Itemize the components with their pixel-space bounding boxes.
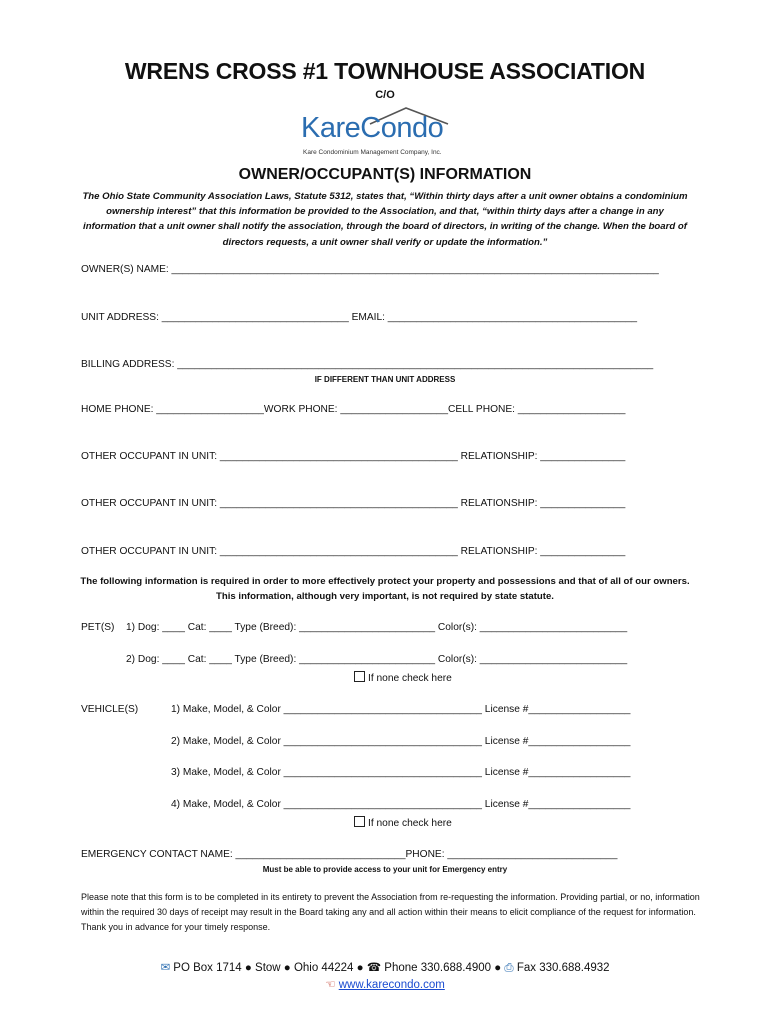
vehicles-none-checkbox[interactable]	[354, 816, 365, 827]
envelope-icon: ✉	[160, 962, 171, 974]
other-occupant-field-2[interactable]: OTHER OCCUPANT IN UNIT: __________________________________________ RELATIONSHIP: _______________	[81, 498, 626, 509]
pets-none-checkbox-row[interactable]	[354, 671, 452, 684]
pet-field-2[interactable]: 2) Dog: ____ Cat: ____ Type (Breed): ________________________ Color(s): __________________________	[126, 654, 628, 665]
care-of-label: C/O	[375, 89, 395, 101]
footer-address: PO Box 1714 ● Stow ● Ohio 44224 ●	[173, 962, 364, 974]
unit-address-email-field[interactable]: UNIT ADDRESS: _________________________________ EMAIL: ____________________________________________	[81, 312, 638, 323]
vehicles-none-label: If none check here	[368, 818, 452, 829]
fax-icon: ⎙	[504, 962, 514, 974]
footer-fax: Fax 330.688.4932	[516, 962, 610, 974]
other-occupant-field-1[interactable]: OTHER OCCUPANT IN UNIT: __________________________________________ RELATIONSHIP: _______________	[81, 451, 626, 462]
karecondo-logo: KareCondo	[301, 112, 444, 144]
vehicle-field-2[interactable]: 2) Make, Model, & Color ___________________________________ License #__________________	[171, 736, 631, 747]
telephone-icon: ☎	[366, 962, 382, 974]
owners-name-field[interactable]: OWNER(S) NAME: ______________________________________________________________________________________	[81, 264, 659, 275]
optional-info-notice: The following information is required in order to more effectively protect your property and possessions and that of all of our owners. This information, although very important, is not required by state statute.	[80, 576, 690, 602]
footer-phone: Phone 330.688.4900 ●	[384, 962, 502, 974]
emergency-contact-note: Must be able to provide access to your unit for Emergency entry	[262, 865, 508, 874]
vehicles-label: VEHICLE(S)	[81, 704, 139, 715]
vehicles-none-checkbox-row[interactable]	[354, 816, 452, 829]
phone-fields[interactable]: HOME PHONE: ___________________WORK PHONE: ___________________CELL PHONE: ___________________	[81, 404, 626, 415]
vehicle-field-4[interactable]: 4) Make, Model, & Color ___________________________________ License #__________________	[171, 799, 631, 810]
vehicle-field-1[interactable]: 1) Make, Model, & Color ___________________________________ License #__________________	[171, 704, 631, 715]
footer-contact	[0, 960, 770, 975]
pets-none-checkbox[interactable]	[354, 671, 365, 682]
pet-field-1[interactable]: 1) Dog: ____ Cat: ____ Type (Breed): ________________________ Color(s): __________________________	[126, 622, 628, 633]
pointer-hand-icon: ☜	[325, 979, 336, 991]
billing-address-field[interactable]: BILLING ADDRESS: ____________________________________________________________________________________	[81, 359, 654, 370]
logo-subtitle: Kare Condominium Management Company, Inc.	[303, 149, 442, 156]
form-heading: OWNER/OCCUPANT(S) INFORMATION	[238, 166, 532, 183]
closing-paragraph: Please note that this form is to be completed in its entirety to prevent the Association from re-requesting the information. Providing partial, or no, information within the required 30 days of receipt may result in the Board taking any and all action within their means to elicit compliance of the request for information. Thank you in advance for your timely response.	[81, 892, 700, 932]
intro-paragraph: The Ohio State Community Association Laws, Statute 5312, states that, “Within thirty days after a unit owner obtains a condominium ownership interest” that this information be provided to the Association, and that, “within thirty days after a change in any information that a unit owner shall notify the association, through the board of directors, in writing of the change. When the board of directors requests, a unit owner shall verify or update the information.”	[82, 191, 688, 248]
page-title: WRENS CROSS #1 TOWNHOUSE ASSOCIATION	[124, 58, 646, 84]
pets-none-label: If none check here	[368, 673, 452, 684]
other-occupant-field-3[interactable]: OTHER OCCUPANT IN UNIT: __________________________________________ RELATIONSHIP: _______________	[81, 546, 626, 557]
website-link[interactable]: www.karecondo.com	[338, 979, 445, 991]
footer-website	[0, 977, 770, 991]
billing-address-note: IF DIFFERENT THAN UNIT ADDRESS	[314, 375, 456, 384]
vehicle-field-3[interactable]: 3) Make, Model, & Color ___________________________________ License #__________________	[171, 767, 631, 778]
pets-label: PET(S)	[81, 622, 115, 633]
emergency-contact-field[interactable]: EMERGENCY CONTACT NAME: ______________________________PHONE: ______________________________	[81, 849, 618, 860]
